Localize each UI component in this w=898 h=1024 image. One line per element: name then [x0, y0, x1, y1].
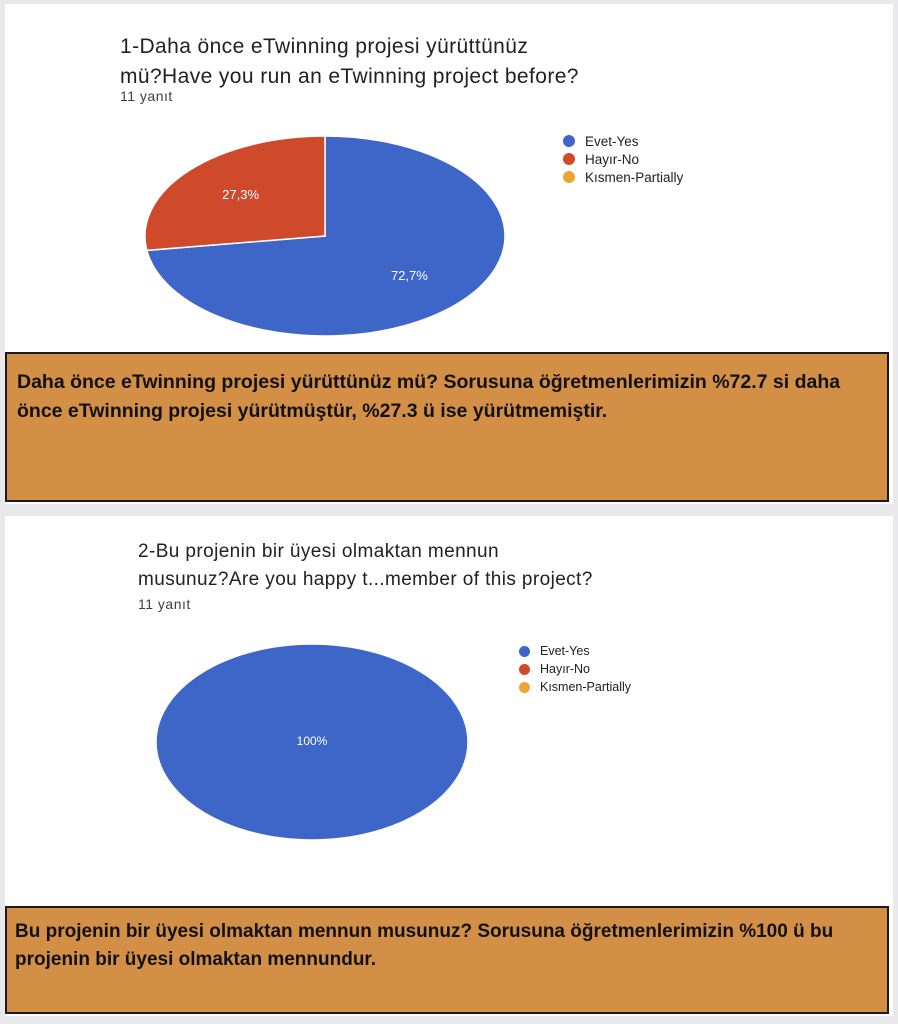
question-title-line-1: 1-Daha önce eTwinning projesi yürüttünüz [120, 35, 529, 58]
question-title-line-2: musunuz?Are you happy t...member of this project? [138, 569, 593, 590]
pie-slice-label: 100% [296, 734, 328, 749]
legend-item [519, 678, 631, 696]
survey-panel-1 [5, 4, 893, 504]
legend-item [563, 168, 683, 186]
question-title [138, 538, 593, 594]
legend-item [563, 132, 683, 150]
question-title-line-2: mü?Have you run an eTwinning project before? [120, 65, 579, 88]
legend-swatch [519, 646, 530, 657]
summary-note: Bu projenin bir üyesi olmaktan mennun musunuz? Sorusuna öğretmenlerimizin %100 ü bu projenin bir üyesi olmaktan mennundur. [5, 906, 889, 1014]
legend-label: Kısmen-Partially [540, 680, 631, 694]
pie-slice-label: 72,7% [390, 267, 428, 283]
response-count: 11 yanıt [138, 596, 191, 612]
pie-chart-1 [135, 134, 515, 344]
pie-chart-2 [155, 642, 475, 842]
legend-item [563, 150, 683, 168]
legend-label: Evet-Yes [540, 644, 590, 658]
legend-item [519, 642, 631, 660]
question-title-line-1: 2-Bu projenin bir üyesi olmaktan mennun [138, 541, 499, 562]
legend-swatch [563, 153, 575, 165]
legend-swatch [563, 171, 575, 183]
legend-label: Hayır-No [540, 662, 591, 676]
legend-label: Kısmen-Partially [585, 169, 684, 185]
legend-label: Hayır-No [585, 151, 640, 167]
legend-item [519, 660, 631, 678]
pie-slice-label: 27,3% [222, 186, 260, 202]
legend-swatch [519, 664, 530, 675]
legend-swatch [519, 682, 530, 693]
legend-swatch [563, 135, 575, 147]
chart-legend [519, 642, 631, 696]
question-title [120, 32, 579, 92]
survey-panel-2 [5, 516, 893, 1016]
chart-legend [563, 132, 683, 186]
summary-note: Daha önce eTwinning projesi yürüttünüz mü? Sorusuna öğretmenlerimizin %72.7 si daha önce eTwinning projesi yürütmüştür, %27.3 ü ise yürütmemiştir. [5, 352, 889, 502]
legend-label: Evet-Yes [585, 133, 639, 149]
response-count: 11 yanıt [120, 88, 173, 104]
